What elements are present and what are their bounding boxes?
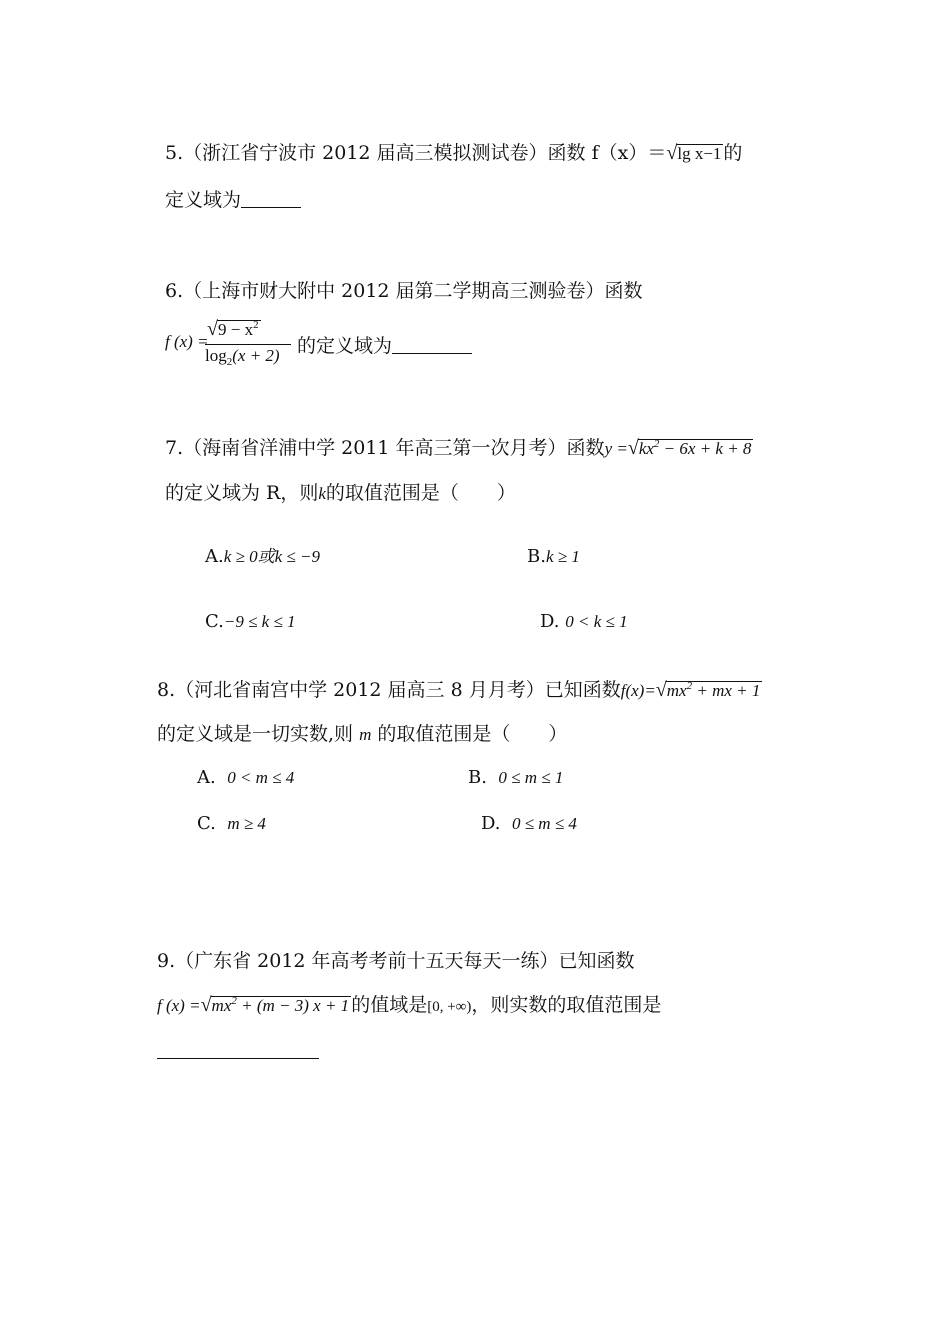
q7-option-a[interactable] <box>205 545 320 569</box>
q5-radicand: lg x−1 <box>677 144 722 163</box>
q8-stem: 8.（河北省南宫中学 2012 届高三 8 月月考）已知函数 <box>157 679 621 701</box>
q7-option-b[interactable] <box>527 545 580 569</box>
q9-answer-blank[interactable] <box>157 1058 319 1059</box>
q7-option-d[interactable] <box>540 610 628 634</box>
q5-line2 <box>165 187 301 213</box>
q7-option-d-label: D. <box>540 611 560 632</box>
q5-line1 <box>165 140 742 167</box>
q8-radicand: mx <box>666 681 687 700</box>
q8-line2 <box>157 721 567 748</box>
q8-option-b-label: B. <box>468 767 487 788</box>
q8-var-m: m <box>359 725 372 744</box>
q8-radicand-rest: + mx + 1 <box>696 681 761 700</box>
q5-stem: 5.（浙江省宁波市 2012 届高三模拟测试卷）函数 f（x）＝ <box>165 142 667 164</box>
q8-line2c: 的取值范围是（ ） <box>377 723 568 745</box>
q7-radicand: kx <box>638 439 654 458</box>
q8-option-d-label: D. <box>481 813 501 834</box>
q5-tail: 的 <box>723 142 743 164</box>
q5-answer-blank[interactable] <box>241 189 301 208</box>
q7-var-k: k <box>318 484 326 503</box>
q8-option-d[interactable] <box>481 812 577 836</box>
q6-denominator: $\log_2(x + 2)$ <box>205 346 280 368</box>
q7-option-a-text: k ≥ 0或k ≤ −9 <box>223 547 320 566</box>
q8-option-a-label: A. <box>197 767 216 788</box>
q8-option-c-label: C. <box>197 813 216 834</box>
q5-domain-label: 定义域为 <box>165 189 242 211</box>
q6-line1 <box>165 278 643 304</box>
q7-option-c[interactable] <box>205 610 296 634</box>
q6-domain-label: 的定义域为 <box>297 335 393 357</box>
q8-option-b-text: 0 ≤ m ≤ 1 <box>498 768 564 787</box>
q7-line1 <box>165 435 753 462</box>
q9-lhs: f (x) = <box>157 996 201 1015</box>
q8-line2a: 的定义域是一切实数,则 <box>157 723 354 745</box>
q9-radicand: mx <box>211 996 232 1015</box>
q6-den-log: log <box>205 346 227 365</box>
q6-formula <box>165 318 485 374</box>
q6-after <box>297 331 472 358</box>
q6-numerator: $√9 - x^2$ <box>207 318 259 340</box>
q8-option-d-text: 0 ≤ m ≤ 4 <box>511 814 577 833</box>
q8-option-c-text: m ≥ 4 <box>227 814 266 833</box>
q9-formula: f $(x) =√mx^2 + (m - 3) x + 1$ <box>157 994 350 1016</box>
q7-option-c-label: C. <box>205 611 224 632</box>
q6-den-arg: (x + 2) <box>232 346 280 365</box>
q7-radicand-rest: − 6x + k + 8 <box>663 439 752 458</box>
q8-formula: $f(x)=√mx^2$ + mx + 1 <box>620 679 761 701</box>
q6-lhs: f (x) = <box>165 332 209 351</box>
q9-line2 <box>157 992 661 1020</box>
q8-option-a[interactable] <box>197 766 294 790</box>
q7-line2a: 的定义域为 R，则 <box>165 482 319 504</box>
q7-stem: 7.（海南省洋浦中学 2011 年高三第一次月考）函数 <box>165 437 605 459</box>
q7-option-b-text: k ≥ 1 <box>545 547 580 566</box>
q9-after1: 的值域是 <box>351 994 428 1016</box>
q9-range: [0, +∞) <box>427 999 472 1015</box>
q8-option-b[interactable] <box>468 766 563 790</box>
q7-line2c: 的取值范围是（ ） <box>325 482 516 504</box>
q8-lhs: f(x)= <box>620 681 656 700</box>
q8-option-c[interactable] <box>197 812 266 836</box>
q7-option-d-text: 0 < k ≤ 1 <box>565 612 628 631</box>
q8-line1 <box>157 677 762 704</box>
q7-line2 <box>165 480 516 507</box>
q9-after2: ，则实数的取值范围是 <box>471 994 662 1016</box>
q6-fraction-bar <box>205 344 291 345</box>
q6-answer-blank[interactable] <box>392 335 472 354</box>
q9-radicand-rest: + (m − 3) x + 1 <box>241 996 350 1015</box>
q6-num-text: 9 − x <box>217 320 254 339</box>
q9-stem: 9.（广东省 2012 年高考考前十五天每天一练）已知函数 <box>157 950 635 972</box>
q7-formula: $y =√kx^2 - 6x + k + 8$ <box>604 437 752 459</box>
q8-option-a-text: 0 < m ≤ 4 <box>227 768 295 787</box>
q5-radical: √lg x−1 <box>666 142 722 164</box>
q7-lhs: y = <box>604 439 628 458</box>
q7-option-b-label: B. <box>527 546 546 567</box>
q7-option-a-label: A. <box>205 546 224 567</box>
q7-option-c-text: −9 ≤ k ≤ 1 <box>223 612 296 631</box>
q9-line1 <box>157 948 635 974</box>
q6-stem: 6.（上海市财大附中 2012 届第二学期高三测验卷）函数 <box>165 280 643 302</box>
